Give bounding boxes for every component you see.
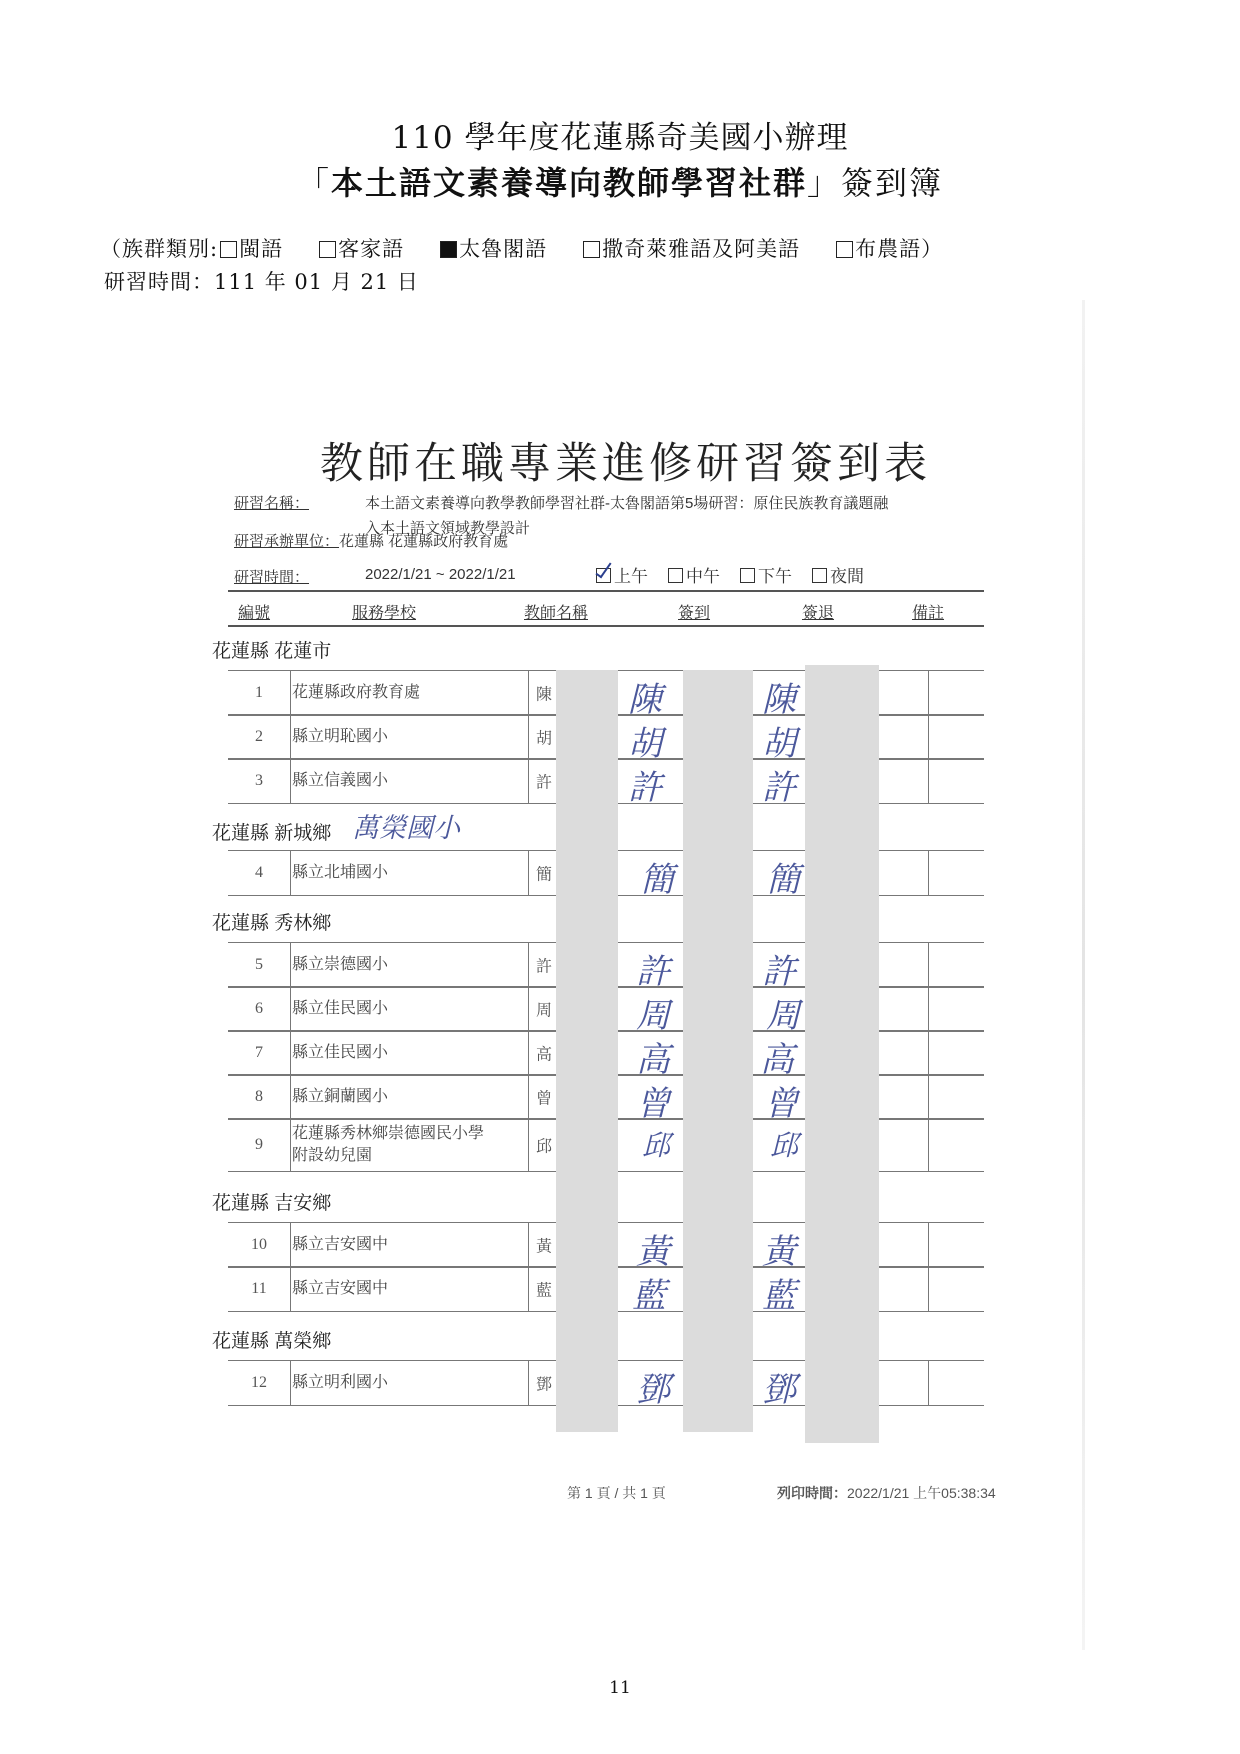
handwritten-note: 萬榮國小 [352, 813, 460, 844]
col-header-sign-in: 簽到 [678, 605, 711, 622]
row-number: 9 [255, 1136, 263, 1153]
form-time-value: 2022/1/21 ~ 2022/1/21 [365, 566, 516, 583]
col-header-school: 服務學校 [352, 605, 417, 622]
page-number: 11 [609, 1678, 631, 1698]
signature-in: 高 [636, 1040, 670, 1080]
col-header-number: 編號 [238, 605, 271, 622]
row-school: 縣立佳民國小 [292, 1044, 389, 1061]
signature-in: 許 [628, 768, 662, 808]
row-school: 縣立明利國小 [292, 1374, 389, 1391]
signature-out: 曾 [764, 1084, 798, 1124]
redaction-bar [556, 670, 618, 1432]
checkbox-checked-icon [440, 241, 457, 258]
row-teacher: 高 [536, 1046, 553, 1064]
category-item: 客家語 [317, 237, 404, 261]
signature-out: 許 [762, 768, 796, 808]
category-item: 閩語 [218, 237, 283, 261]
form-name-row [234, 492, 309, 513]
row-school: 縣立吉安國中 [292, 1236, 389, 1253]
row-number: 12 [251, 1374, 267, 1391]
category-item: 太魯閣語 [438, 237, 547, 261]
form-title: 教師在職專業進修研習簽到表 [320, 439, 931, 489]
row-number: 4 [255, 864, 263, 881]
row-teacher: 許 [536, 774, 553, 792]
form-organizer-row [234, 530, 508, 551]
form-organizer-label: 研習承辦單位： [234, 533, 340, 550]
signature-in: 周 [636, 996, 670, 1036]
row-teacher: 胡 [536, 730, 553, 748]
row-teacher: 藍 [536, 1282, 553, 1300]
print-time [777, 1483, 996, 1503]
district-heading: 花蓮縣 吉安鄉 [212, 1193, 332, 1214]
row-school: 花蓮縣政府教育處 [292, 684, 421, 701]
signature-out: 許 [762, 952, 796, 992]
category-item: 布農語 [834, 237, 921, 261]
row-school: 花蓮縣秀林鄉崇德國民小學 附設幼兒園 [292, 1125, 485, 1164]
scan-edge-shadow [1082, 300, 1085, 1650]
form-name-label: 研習名稱： [234, 495, 310, 512]
col-header-teacher: 教師名稱 [524, 605, 589, 622]
row-number: 6 [255, 1000, 263, 1017]
redaction-bar [805, 665, 879, 1443]
row-number: 8 [255, 1088, 263, 1105]
signature-out: 藍 [762, 1276, 796, 1316]
row-number: 2 [255, 728, 263, 745]
subtitle-suffix: 」簽到簿 [807, 164, 944, 202]
category-prefix: （族群類別: [100, 237, 219, 261]
signature-in: 許 [636, 952, 670, 992]
session-options [596, 562, 864, 587]
row-teacher: 許 [536, 958, 553, 976]
signature-out: 高 [760, 1040, 794, 1080]
ethnic-category-line [100, 233, 943, 263]
signature-out: 周 [766, 996, 800, 1036]
row-teacher: 周 [536, 1002, 553, 1020]
row-teacher: 邱 [536, 1138, 553, 1156]
col-header-remarks: 備註 [912, 605, 945, 622]
document-title: 110 學年度花蓮縣奇美國小辦理 [391, 120, 849, 156]
row-school: 縣立信義國小 [292, 772, 389, 789]
checkbox-icon [319, 241, 336, 258]
signature-out: 邱 [770, 1129, 799, 1162]
row-school: 縣立銅蘭國小 [292, 1088, 389, 1105]
col-header-sign-out: 簽退 [802, 605, 835, 622]
checkbox-icon [583, 241, 600, 258]
district-heading: 花蓮縣 秀林鄉 [212, 913, 332, 934]
form-organizer-value: 花蓮縣 花蓮縣政府教育處 [339, 533, 509, 550]
checkbox-checked-icon [596, 568, 611, 583]
document-subtitle [0, 158, 1240, 204]
study-date: 研習時間：111 年 01 月 21 日 [104, 270, 419, 294]
form-time-row [234, 566, 309, 587]
checkbox-icon [836, 241, 853, 258]
district-heading: 花蓮縣 花蓮市 [212, 641, 332, 662]
print-time-label: 列印時間： [777, 1485, 847, 1501]
row-number: 11 [251, 1280, 267, 1297]
signature-in: 曾 [636, 1084, 670, 1124]
row-school: 縣立明恥國小 [292, 728, 389, 745]
session-item: 下午 [740, 567, 792, 586]
checkbox-icon [740, 568, 755, 583]
session-item: 夜間 [812, 567, 864, 586]
row-number: 1 [255, 684, 263, 701]
form-name-value-1: 本土語文素養導向教學教師學習社群-太魯閣語第5場研習：原住民族教育議題融 [365, 495, 889, 512]
row-school: 縣立吉安國中 [292, 1280, 389, 1297]
signature-out: 陳 [762, 680, 796, 720]
district-heading: 花蓮縣 新城鄉 [212, 823, 332, 844]
checkbox-icon [668, 568, 683, 583]
scan-page-indicator: 第 1 頁 / 共 1 頁 [567, 1485, 666, 1501]
category-item: 撒奇萊雅語及阿美語 [581, 237, 800, 261]
signature-in: 胡 [628, 724, 662, 764]
form-name-value-2: 入本土語文領域教學設計 [365, 520, 531, 537]
session-item: 上午 [596, 567, 648, 586]
row-school: 縣立崇德國小 [292, 956, 389, 973]
header-rule-top [228, 590, 984, 592]
form-time-label: 研習時間： [234, 569, 310, 586]
checkbox-icon [812, 568, 827, 583]
district-heading: 花蓮縣 萬榮鄉 [212, 1331, 332, 1352]
signature-in: 邱 [642, 1129, 671, 1162]
session-item: 中午 [668, 567, 720, 586]
row-teacher: 黃 [536, 1238, 553, 1256]
subtitle-open-bracket: 「 [296, 164, 331, 202]
row-number: 10 [251, 1236, 267, 1253]
signature-in: 陳 [628, 680, 662, 720]
checkbox-icon [220, 241, 237, 258]
signature-out: 胡 [762, 724, 796, 764]
signature-in: 黃 [636, 1232, 670, 1272]
row-teacher: 簡 [536, 866, 553, 884]
category-suffix: ） [921, 237, 944, 261]
subtitle-community-name: 本土語文素養導向教師學習社群 [330, 164, 807, 202]
row-teacher: 鄧 [536, 1376, 553, 1394]
signature-in: 簡 [640, 860, 674, 900]
row-teacher: 陳 [536, 686, 553, 704]
row-school: 縣立佳民國小 [292, 1000, 389, 1017]
row-school: 縣立北埔國小 [292, 864, 389, 881]
row-teacher: 曾 [536, 1090, 553, 1108]
row-number: 7 [255, 1044, 263, 1061]
signature-out: 簡 [766, 860, 800, 900]
signature-in: 藍 [632, 1276, 666, 1316]
signature-in: 鄧 [636, 1370, 670, 1410]
header-rule-bottom [228, 625, 984, 627]
redaction-bar [683, 670, 753, 1432]
row-number: 5 [255, 956, 263, 973]
print-time-value: 2022/1/21 上午05:38:34 [847, 1485, 996, 1501]
signature-out: 鄧 [762, 1370, 796, 1410]
signature-out: 黃 [762, 1232, 796, 1272]
row-number: 3 [255, 772, 263, 789]
